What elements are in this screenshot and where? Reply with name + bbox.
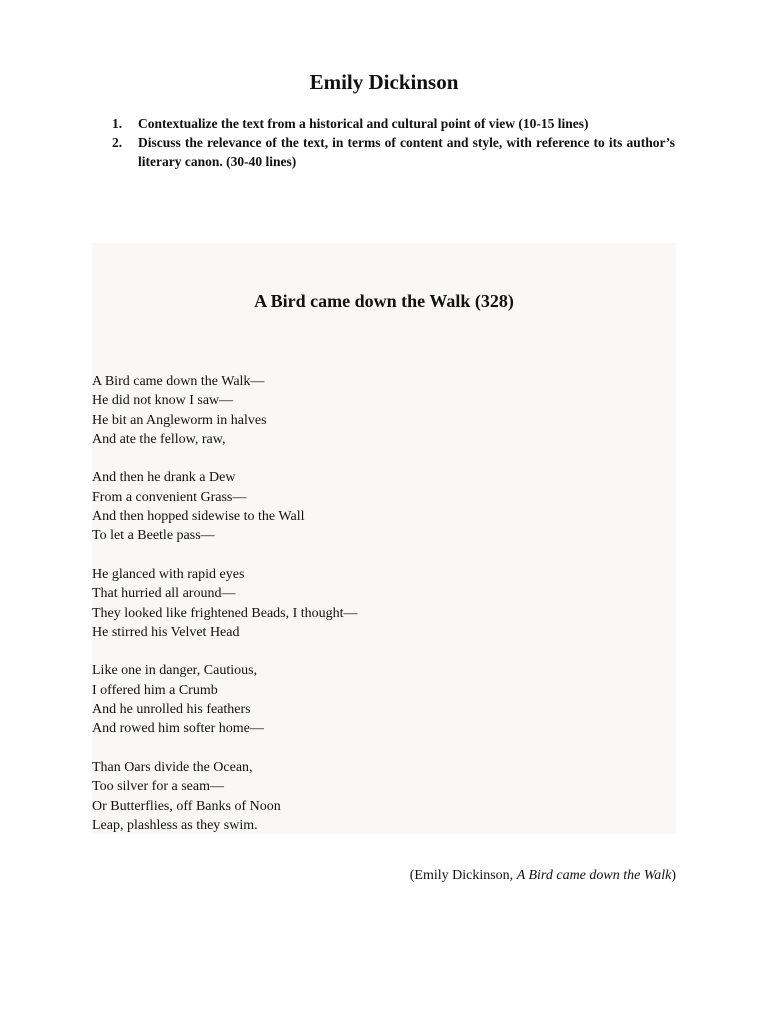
poem-line: Like one in danger, Cautious,	[92, 663, 258, 679]
poem-line: Leap, plashless as they swim.	[92, 817, 258, 833]
citation-prefix: (Emily Dickinson,	[409, 868, 517, 883]
question-number: 1.	[112, 116, 123, 131]
poem-line: From a convenient Grass—	[92, 489, 247, 505]
poem-line: I offered him a Crumb	[92, 682, 218, 698]
stanza-3	[92, 565, 676, 642]
poem-line: He did not know I saw—	[92, 393, 234, 409]
citation-suffix: )	[671, 868, 676, 883]
poem-line: Too silver for a seam—	[92, 779, 224, 795]
question-item-2	[112, 133, 675, 171]
stanza-1	[92, 372, 676, 449]
poem-line: He bit an Angleworm in halves	[92, 412, 267, 428]
poem-title: A Bird came down the Walk (328)	[254, 291, 514, 311]
poem-line: And then hopped sidewise to the Wall	[92, 509, 305, 525]
poem-line: And rowed him softer home—	[92, 721, 264, 737]
poem-line: A Bird came down the Walk—	[92, 374, 265, 389]
poem-line: He glanced with rapid eyes	[92, 566, 245, 582]
stanza-4	[92, 661, 676, 738]
question-text: Contextualize the text from a historical and cultural point of view (10-15 lines)	[138, 116, 589, 131]
citation	[410, 866, 676, 886]
poem-box	[92, 243, 676, 834]
question-list	[112, 114, 675, 171]
citation-title: A Bird came down the Walk	[516, 868, 672, 883]
poem-line: And he unrolled his feathers	[92, 702, 251, 718]
question-text: Discuss the relevance of the text, in terms of content and style, with reference to its author’s literary canon. (30-40 lines)	[138, 135, 675, 169]
poem-line: Or Butterflies, off Banks of Noon	[92, 798, 281, 814]
page-title: Emily Dickinson	[309, 70, 459, 94]
question-item-1	[112, 114, 675, 133]
poem-body	[92, 372, 676, 854]
poem-line: Than Oars divide the Ocean,	[92, 759, 253, 775]
poem-line: And then he drank a Dew	[92, 470, 236, 486]
poem-line: That hurried all around—	[92, 586, 236, 602]
stanza-5	[92, 758, 676, 835]
question-number: 2.	[112, 135, 123, 150]
poem-line: They looked like frightened Beads, I thought—	[92, 605, 358, 621]
poem-line: He stirred his Velvet Head	[92, 624, 240, 640]
stanza-2	[92, 468, 676, 545]
poem-line: And ate the fellow, raw,	[92, 431, 226, 447]
poem-line: To let a Beetle pass—	[92, 528, 215, 544]
